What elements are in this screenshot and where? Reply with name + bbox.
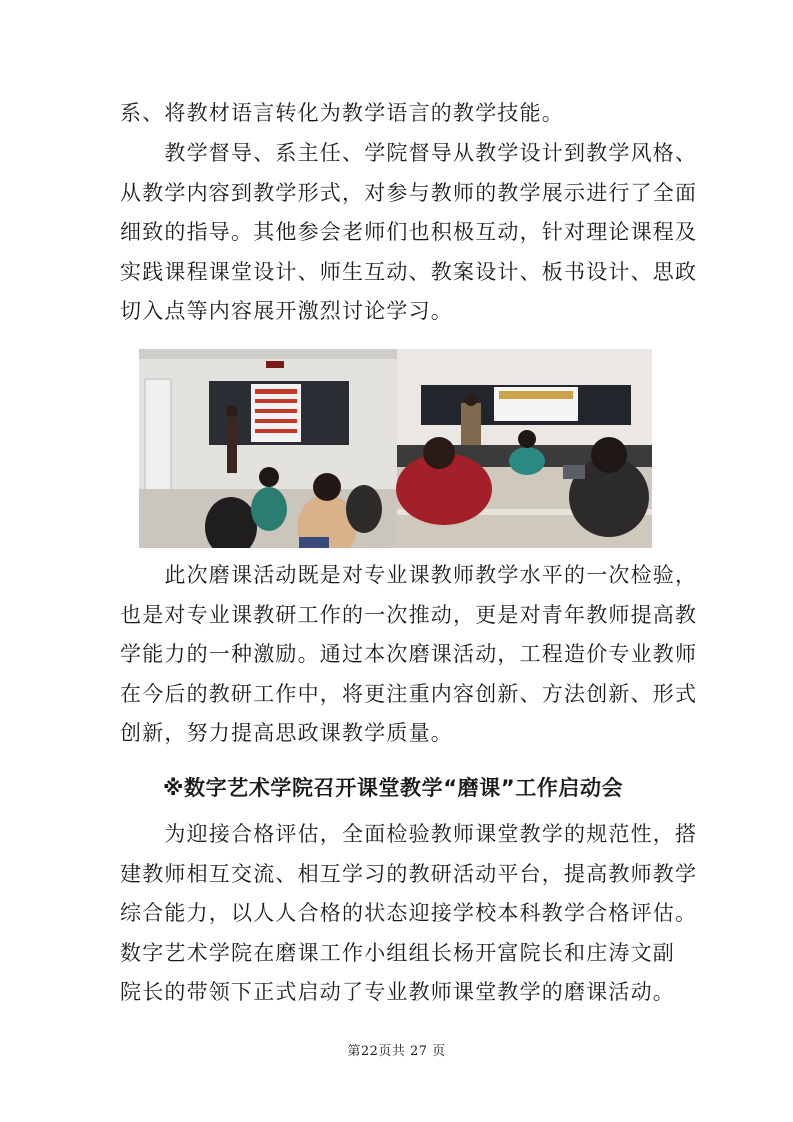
paragraph-continuation <box>120 94 676 134</box>
page-number-footer: 第22页共 27 页 <box>347 1044 446 1059</box>
text-line: 为迎接合格评估，全面检验教师课堂教学的规范性，搭 <box>120 822 698 846</box>
classroom-photo-illustration <box>139 349 652 548</box>
text-line: 在今后的教研工作中，将更注重内容创新、方法创新、形式 <box>120 681 698 706</box>
text-line: 实践课程课堂设计、师生互动、教案设计、板书设计、思政 <box>120 259 698 284</box>
text-line: 也是对专业课教研工作的一次推动，更是对青年教师提高教 <box>120 602 698 627</box>
classroom-photo <box>139 349 652 548</box>
text-line: 数字艺术学院在磨课工作小组组长杨开富院长和庄涛文副 <box>120 940 675 965</box>
text-line: 学能力的一种激励。通过本次磨课活动，工程造价专业教师 <box>120 642 698 666</box>
text-line: 建教师相互交流、相互学习的教研活动平台，提高教师教学 <box>120 861 698 886</box>
paragraph-significance <box>120 556 698 754</box>
text-line: 此次磨课活动既是对专业课教师教学水平的一次检验， <box>120 563 698 587</box>
section-heading: ※数字艺术学院召开课堂教学“磨课”工作启动会 <box>163 776 624 800</box>
text-line: 从教学内容到教学形式，对参与教师的教学展示进行了全面 <box>120 180 698 205</box>
text-line: 创新，努力提高思政课教学质量。 <box>120 721 453 745</box>
text-line: 切入点等内容展开激烈讨论学习。 <box>120 299 453 323</box>
paragraph-supervision <box>120 134 698 332</box>
paragraph-launch <box>120 815 698 1013</box>
text-line: 教学督导、系主任、学院督导从教学设计到教学风格、 <box>120 141 698 165</box>
text-line: 系、将教材语言转化为教学语言的教学技能。 <box>120 101 564 125</box>
text-line: 细致的指导。其他参会老师们也积极互动，针对理论课程及 <box>120 220 698 244</box>
text-line: 院长的带领下正式启动了专业教师课堂教学的磨课活动。 <box>120 980 675 1004</box>
text-line: 综合能力，以人人合格的状态迎接学校本科教学合格评估。 <box>120 901 698 925</box>
